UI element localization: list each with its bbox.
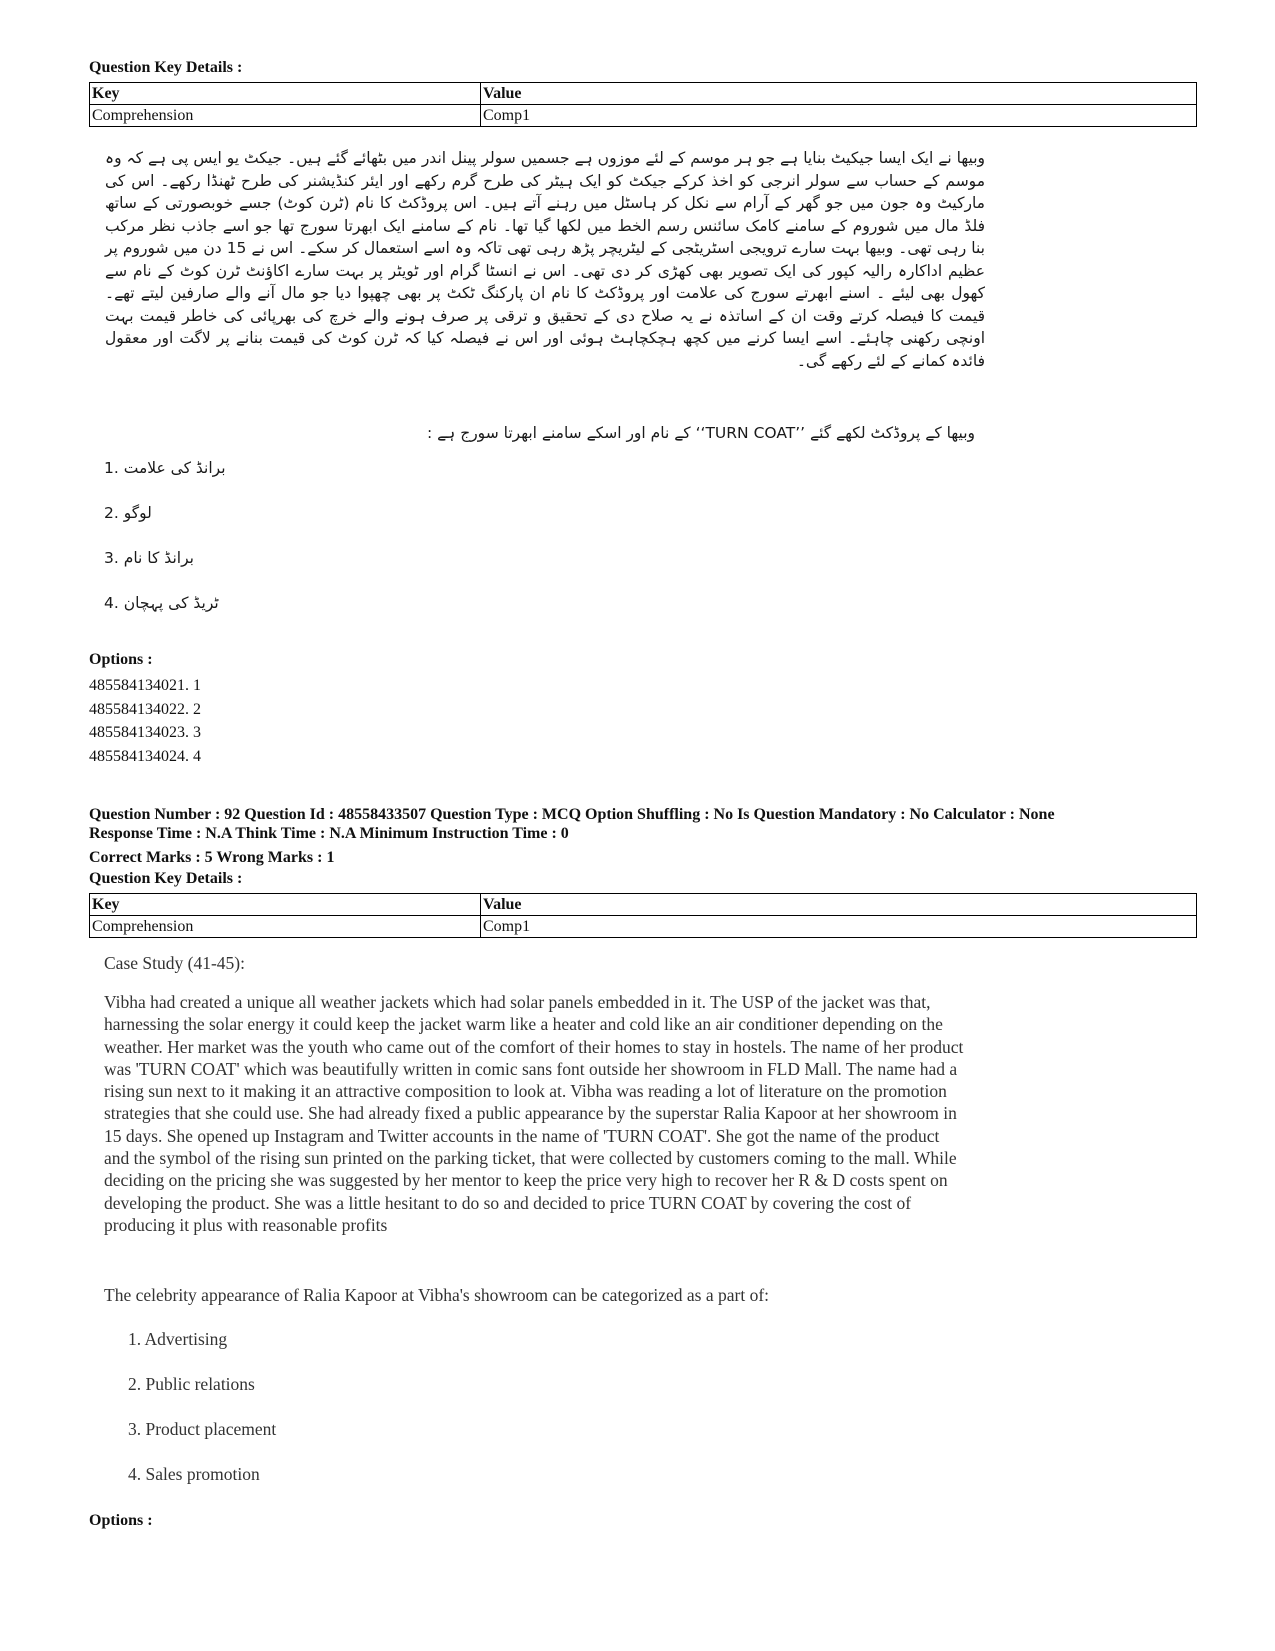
key-cell: Comprehension [90, 916, 481, 938]
value-cell: Comp1 [481, 105, 1197, 127]
question-text: The celebrity appearance of Ralia Kapoor at Vibha's showroom can be categorized as a part of: [104, 1285, 770, 1306]
question-key-table [89, 893, 1197, 938]
question-key-heading: Question Key Details : [89, 59, 243, 76]
urdu-question: وبیھا کے پروڈکٹ لکھے گئے ’’TURN COAT‘‘ کے نام اور اسکے سامنے ابھرتا سورج ہے : [426, 424, 975, 442]
urdu-option: 1. برانڈ کی علامت [104, 459, 226, 477]
options-label: Options : [89, 1512, 153, 1530]
question-meta [89, 806, 1197, 843]
option-id-list [89, 674, 1197, 768]
option-id: 485584134022. 2 [89, 700, 201, 718]
question-key-heading: Question Key Details : [89, 870, 243, 887]
case-study-text: Vibha had created a unique all weather jackets which had solar panels embedded in it. The USP of the jacket was that, harnessing the solar energy it could keep the jacket warm like a heater and cold like an air conditioner depending on the weather. Her market was the youth who came out of the comfort of their homes to stay in hostels. The name of her product was 'TURN COAT' which was beautifully written in comic sans font outside her showroom in FLD Mall. The name had a rising sun next to it making it an attractive composition to look at. Vibha was reading a lot of literature on the promotion strategies that she could use. She had already fixed a public appearance by the superstar Ralia Kapoor at her showroom in 15 days. She opened up Instagram and Twitter accounts in the name of 'TURN COAT'. She got the name of the product and the symbol of the rising sun printed on the parking ticket, that were collected by customers coming to the mall. While deciding on the pricing she was suggested by her mentor to keep the price very high to recover her R & D costs spent on developing the product. She was a little hesitant to do so and decided to price TURN COAT by covering the cost of producing it plus with reasonable profits [104, 992, 964, 1235]
options-label: Options : [89, 651, 153, 668]
urdu-option: 4. ٹریڈ کی پہچان [104, 594, 219, 612]
document-page [89, 58, 1197, 1546]
value-cell: Comp1 [481, 916, 1197, 938]
value-header: Value [481, 894, 1197, 916]
question-key-table [89, 82, 1197, 127]
key-header: Key [90, 83, 481, 105]
choice: 2. Public relations [128, 1374, 255, 1395]
choice: 1. Advertising [128, 1329, 228, 1350]
choice: 3. Product placement [128, 1419, 277, 1440]
marks-line: Correct Marks : 5 Wrong Marks : 1 [89, 849, 335, 866]
case-study [104, 952, 964, 1508]
table-row [90, 105, 1197, 127]
urdu-passage: وبیھا نے ایک ایسا جیکیٹ بنایا ہے جو ہر موسم کے لئے موزوں ہے جسمیں سولر پینل اندر میں بٹھائے گئے ہیں۔ جیکٹ یو ایس پی ہے کہ وہ موسم کے حساب سے سولر انرجی کو اخذ کرکے جیکٹ کو ایک ہیٹر کی طرح گرم رکھے اور ایئر کنڈیشنر کی طرح ٹھنڈا رکھے۔ اس کی مارکیٹ وہ جون میں جو گھر کے آرام سے نکل کر ہاسٹل میں رہنے آتے ہیں۔ اس پروڈکٹ کا نام (ٹرن کوٹ) جسے خوبصورتی کے ساتھ فلڈ مال میں شوروم کے سامنے کامک سائنس رسم الخط میں لکھا گیا تھا۔ نام کے سامنے ایک ابھرتا سورج تھا جو اسے جاذب نظر مرکب بنا رہی تھی۔ وبیھا بہت سارے ترویجی اسٹریٹجی کے لیٹریچر پڑھ رہی تھی تاکہ وہ اسے استعمال کر سکے۔ اس نے 15 دن میں شوروم پر عظیم اداکارہ رالیہ کپور کی ایک تصویر بھی کھڑی کر دی تھی۔ اس نے انسٹا گرام اور ٹویٹر پر بہت سارے اکاؤنٹ ٹرن کوٹ کے نام سے کھول بھی لیئے ۔ اسنے ابھرتے سورج کی علامت اور پروڈکٹ کا نام ان پارکنگ ٹکٹ پر بھی چھپوا دیا جو مال آنے والے صارفین لیتے تھے۔ قیمت کا فیصلہ کرتے وقت ان کے اساتذہ نے یہ صلاح دی کے تحقیق و ترقی پر صرف ہونے والے خرچ کی بھرپائی کی خاطر قیمت بہت اونچی رکھنی چاہئے۔ اسے ایسا کرنے میں کچھ ہچکچاہٹ ہوئی اور اس نے فیصلہ کیا کہ ٹرن کوٹ کی قیمت بنانے پر لاگت اور معقول فائدہ کمانے کے لئے رکھے گی۔ [105, 149, 985, 370]
case-study-title: Case Study (41-45): [104, 953, 245, 973]
urdu-option: 2. لوگو [104, 504, 152, 522]
table-row [90, 916, 1197, 938]
table-header-row [90, 894, 1197, 916]
option-id: 485584134024. 4 [89, 747, 201, 765]
choice-list [128, 1328, 964, 1508]
table-header-row [90, 83, 1197, 105]
value-header: Value [481, 83, 1197, 105]
urdu-option-list [104, 456, 1197, 636]
urdu-option: 3. برانڈ کا نام [104, 549, 194, 567]
question-meta-line: Question Number : 92 Question Id : 48558433507 Question Type : MCQ Option Shuffling : No Is Question Mandatory : No Calculator : None [89, 806, 1055, 823]
key-header: Key [90, 894, 481, 916]
choice: 4. Sales promotion [128, 1464, 260, 1485]
option-id: 485584134021. 1 [89, 677, 201, 694]
question-meta-line: Response Time : N.A Think Time : N.A Minimum Instruction Time : 0 [89, 824, 569, 842]
key-cell: Comprehension [90, 105, 481, 127]
option-id: 485584134023. 3 [89, 724, 201, 741]
